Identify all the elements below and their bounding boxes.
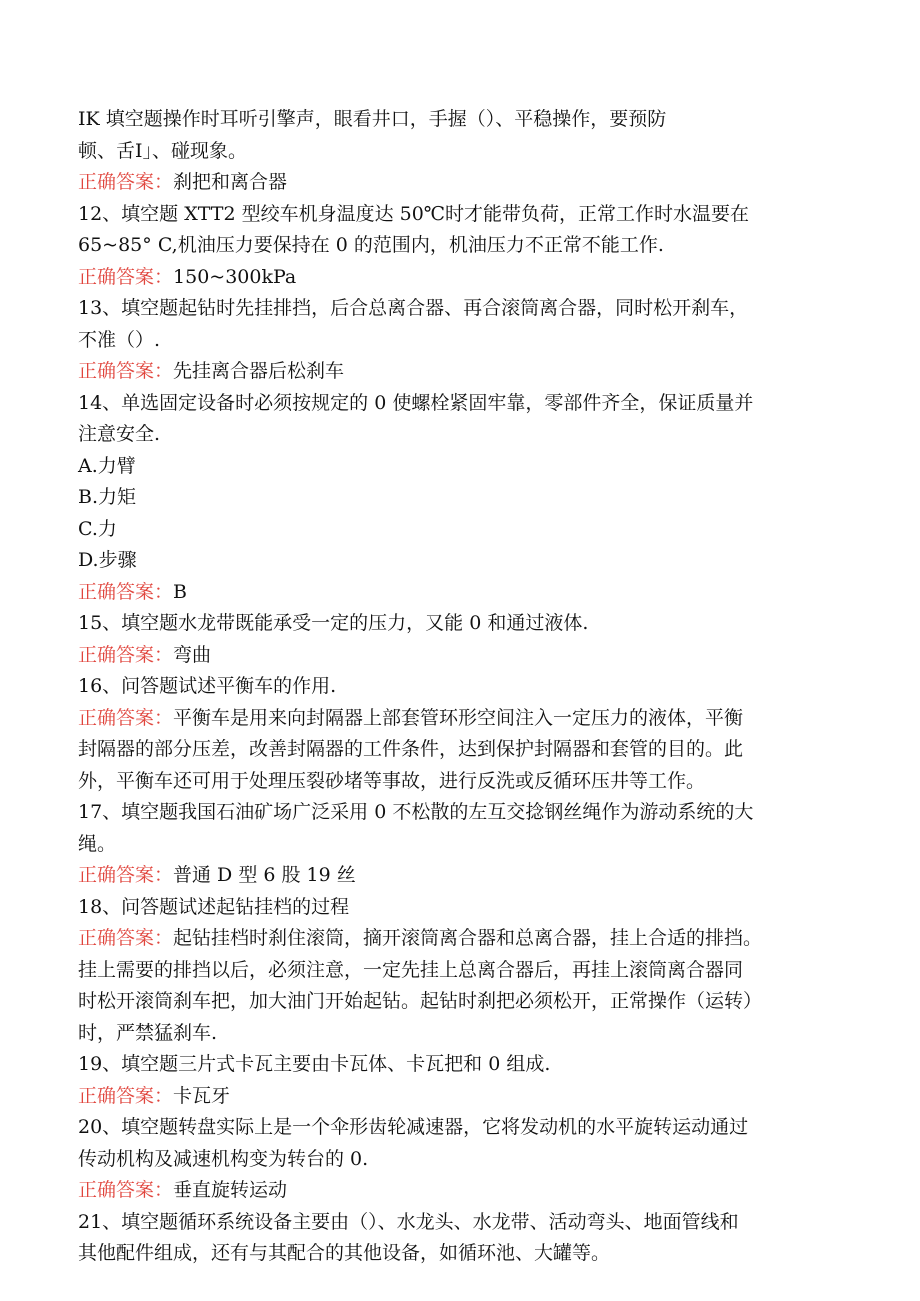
answer-label: 正确答案： bbox=[78, 706, 174, 729]
question-text: IK 填空题操作时耳听引擎声，眼看井口，手握（）、平稳操作，要预防 bbox=[78, 108, 667, 130]
question-text: 注意安全. bbox=[78, 423, 161, 445]
question-text: 19、填空题三片式卡瓦主要由卡瓦体、卡瓦把和 0 组成. bbox=[78, 1053, 551, 1075]
question-block bbox=[78, 1112, 848, 1207]
question-text: 不准（）. bbox=[78, 328, 161, 351]
answer-label: 正确答案： bbox=[78, 927, 174, 949]
question-text: 15、填空题水龙带既能承受一定的压力，又能 0 和通过液体. bbox=[78, 612, 589, 634]
answer-text: 外，平衡车还可用于处理压裂砂堵等事故，进行反洗或反循环压井等工作。 bbox=[78, 769, 706, 792]
question-text: 18、问答题试述起钻挂档的过程 bbox=[78, 895, 350, 918]
answer-label: 正确答案： bbox=[78, 643, 174, 666]
answer-line bbox=[78, 1081, 848, 1113]
question-text: 传动机构及减速机构变为转台的 0. bbox=[78, 1147, 369, 1170]
answer-text: 150~300kPa bbox=[173, 265, 297, 288]
question-block bbox=[78, 199, 848, 294]
question-text: 14、单选固定设备时必须按规定的 0 使螺栓紧固牢靠，零部件齐全，保证质量并 bbox=[78, 391, 754, 414]
answer-text: 平衡车是用来向封隔器上部套管环形空间注入一定压力的液体，平衡 bbox=[173, 706, 744, 729]
answer-option: A.力臂 bbox=[78, 454, 136, 477]
question-block bbox=[78, 293, 848, 388]
answer-continuation bbox=[78, 986, 848, 1018]
answer-text: 卡瓦牙 bbox=[173, 1084, 231, 1107]
answer-option: C.力 bbox=[78, 517, 117, 540]
answer-text: 挂上需要的排挡以后，必须注意，一定先挂上总离合器后，再挂上滚筒离合器同 bbox=[78, 958, 744, 981]
question-text: 21、填空题循环系统设备主要由（）、水龙头、水龙带、活动弯头、地面管线和 bbox=[78, 1210, 739, 1233]
answer-text: 时松开滚筒刹车把，加大油门开始起钻。起钻时刹把必须松开，正常操作（运转） bbox=[78, 990, 763, 1012]
question-block bbox=[78, 608, 848, 671]
answer-line bbox=[78, 703, 848, 735]
answer-text: B bbox=[173, 580, 187, 603]
answer-line bbox=[78, 1175, 848, 1207]
question-text: 其他配件组成，还有与其配合的其他设备，如循环池、大罐等。 bbox=[78, 1242, 611, 1264]
answer-line bbox=[78, 860, 848, 892]
answer-text: 封隔器的部分压差，改善封隔器的工件条件，达到保护封隔器和套管的目的。此 bbox=[78, 738, 744, 760]
answer-line bbox=[78, 640, 848, 672]
answer-text: 先挂离合器后松刹车 bbox=[173, 360, 345, 382]
answer-text: 起钻挂档时刹住滚筒，摘开滚筒离合器和总离合器，挂上合适的排挡。 bbox=[173, 927, 763, 949]
answer-line bbox=[78, 356, 848, 388]
answer-line bbox=[78, 577, 848, 609]
question-text: 17、填空题我国石油矿场广泛采用 0 不松散的左互交捻钢丝绳作为游动系统的大 bbox=[78, 801, 754, 823]
question-block bbox=[78, 671, 848, 797]
answer-option: B.力矩 bbox=[78, 486, 137, 508]
question-text: 12、填空题 XTT2 型绞车机身温度达 50℃时才能带负荷，正常工作时水温要在 bbox=[78, 202, 750, 225]
answer-option: D.步骤 bbox=[78, 549, 137, 571]
question-block bbox=[78, 1207, 848, 1270]
question-block bbox=[78, 104, 848, 199]
answer-text: 时，严禁猛刹车. bbox=[78, 1021, 218, 1044]
question-block bbox=[78, 797, 848, 892]
answer-continuation bbox=[78, 734, 848, 766]
question-block bbox=[78, 892, 848, 1050]
answer-label: 正确答案： bbox=[78, 580, 174, 603]
answer-continuation bbox=[78, 955, 848, 987]
answer-text: 普通 D 型 6 股 19 丝 bbox=[173, 864, 356, 886]
answer-text: 垂直旋转运动 bbox=[173, 1179, 288, 1201]
question-list bbox=[78, 104, 848, 1270]
question-text: 绳。 bbox=[78, 832, 117, 855]
answer-label: 正确答案： bbox=[78, 171, 174, 193]
answer-line bbox=[78, 923, 848, 955]
question-block bbox=[78, 1049, 848, 1112]
answer-label: 正确答案： bbox=[78, 864, 174, 886]
answer-line bbox=[78, 167, 848, 199]
question-text: 65~85° C,机油压力要保持在 0 的范围内，机油压力不正常不能工作. bbox=[78, 234, 664, 256]
answer-text: 刹把和离合器 bbox=[173, 171, 288, 193]
answer-label: 正确答案： bbox=[78, 265, 174, 288]
question-block bbox=[78, 388, 848, 609]
question-text: 16、问答题试述平衡车的作用. bbox=[78, 675, 337, 697]
answer-continuation bbox=[78, 766, 848, 798]
question-text: 13、填空题起钻时先挂排挡，后合总离合器、再合滚筒离合器，同时松开刹车， bbox=[78, 297, 749, 319]
answer-label: 正确答案： bbox=[78, 1179, 174, 1201]
question-text: 20、填空题转盘实际上是一个伞形齿轮减速器，它将发动机的水平旋转运动通过 bbox=[78, 1116, 749, 1138]
answer-label: 正确答案： bbox=[78, 1084, 174, 1107]
answer-line bbox=[78, 262, 848, 294]
answer-continuation bbox=[78, 1018, 848, 1050]
question-text: 顿、舌I」、碰现象。 bbox=[78, 139, 248, 162]
answer-label: 正确答案： bbox=[78, 360, 174, 382]
answer-text: 弯曲 bbox=[173, 643, 212, 666]
